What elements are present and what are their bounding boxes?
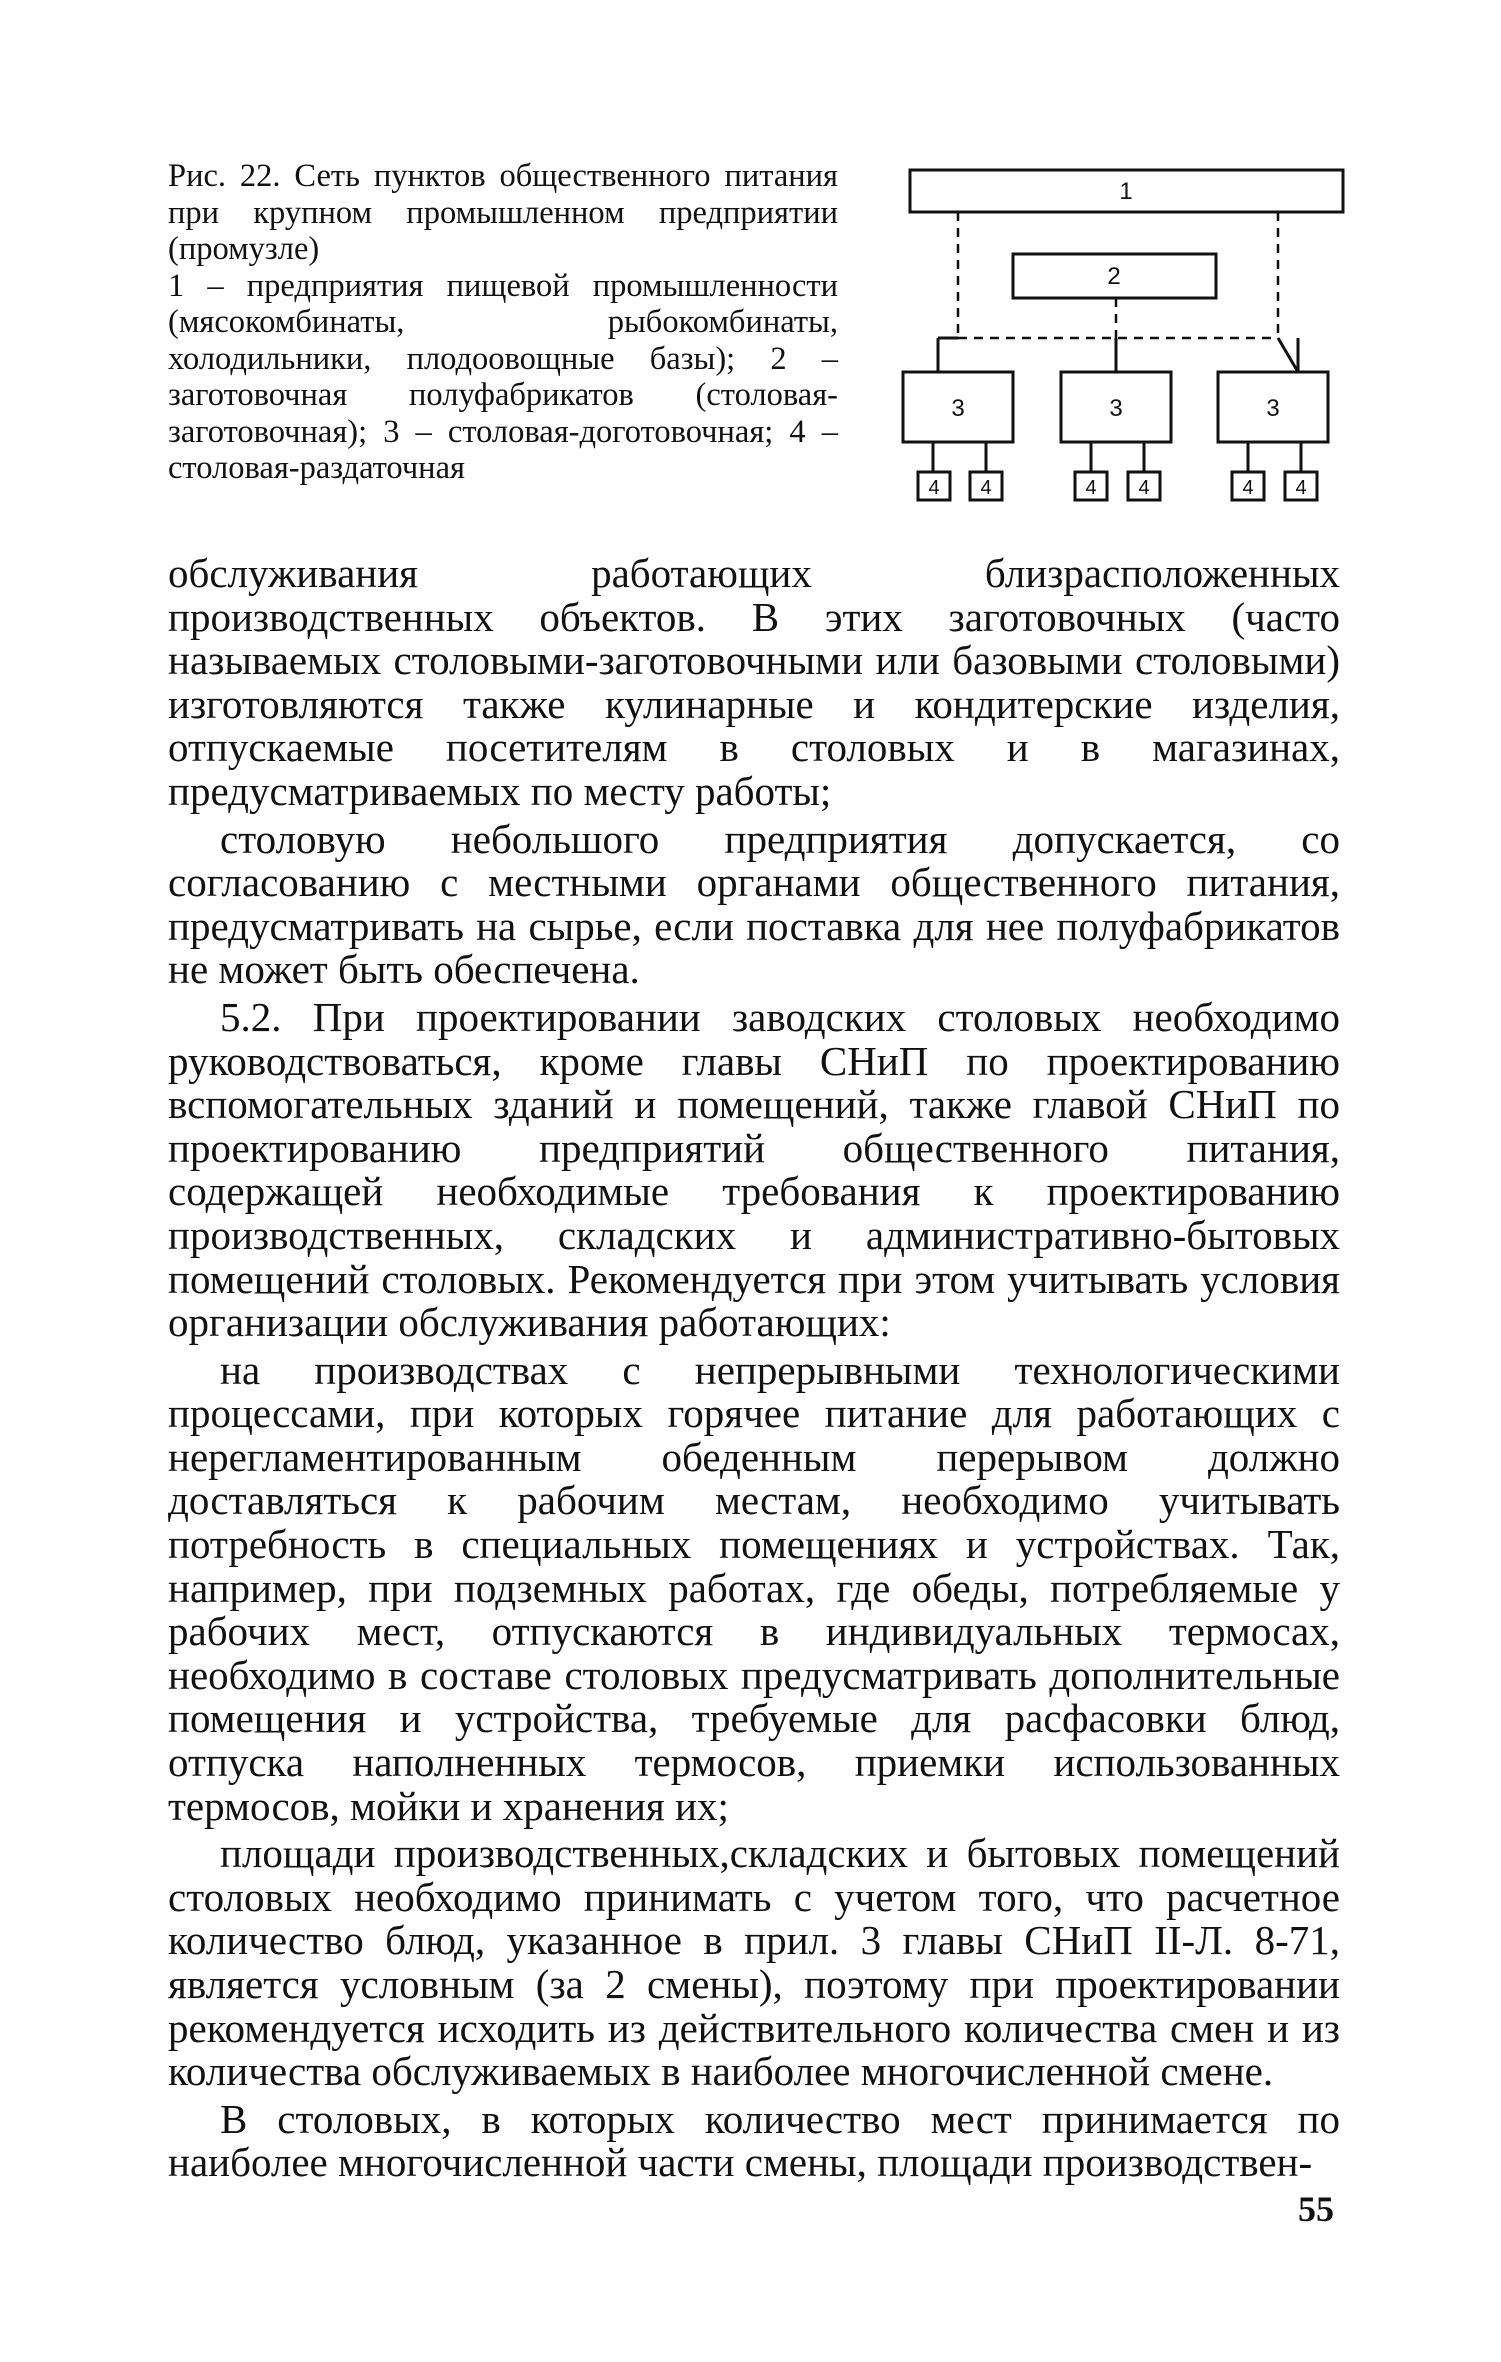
diagram-label-3b: 3 [1109,395,1123,422]
paragraph: В столовых, в которых количество мест принимается по наиболее многочисленной части смены, площади производствен- [168,2095,1340,2186]
paragraph: площади производственных,складских и бытовых помещений столовых необходимо принимать с учетом того, что расчетное количество блюд, указанное в прил. 3 главы СНиП II-Л. 8-71, является условным (за 2 смены), поэтому при проектировании рекомендуется исходить из действительного количества смен и из количества обслуживаемых в наиболее многочисленной смене. [168,1830,1340,2095]
diagram-label-4b: 4 [980,477,992,499]
diagram-label-2: 2 [1107,263,1121,290]
paragraph: 5.2. При проектировании заводских столовых необходимо руководствоваться, кроме главы СНиП по проектированию вспомогательных зданий и помещений, также главой СНиП по проектированию предприятий общественного питания, содержащей необходимые требования к проектированию производственных, складских и административно-бытовых помещений столовых. Рекомендуется при этом учитывать условия организации обслуживания работающих: [168,993,1340,1346]
figure-caption [168,158,838,487]
diagram-label-3a: 3 [951,395,965,422]
diagram-label-4d: 4 [1138,477,1150,499]
diagram-label-1: 1 [1119,178,1133,205]
diagram-label-4f: 4 [1295,477,1307,499]
diagram-label-4c: 4 [1085,477,1097,499]
network-diagram [888,150,1348,520]
paragraph: на производствах с непрерывными технологическими процессами, при которых горячее питание для работающих с нерегламентированным обеденным перерывом должно доставляться к рабочим местам, необходимо учитывать потребность в специальных помещениях и устройствах. Так, например, при подземных работах, где обеды, потребляемые у рабочих мест, отпускаются в индивидуальных термосах, необходимо в составе столовых предусматривать дополнительные помещения и устройства, требуемые для расфасовки блюд, отпуска наполненных термосов, приемки использованных термосов, мойки и хранения их; [168,1346,1340,1829]
diagram-label-3c: 3 [1266,395,1280,422]
diagram-label-4a: 4 [928,477,940,499]
body-text [168,552,1340,2189]
caption-title: Рис. 22. Сеть пунктов общественного питания при крупном промышленном предприятии (промузле) [168,158,838,267]
page-number: 55 [1298,2189,1334,2229]
paragraph: столовую небольшого предприятия допускается, со согласованию с местными органами общественного питания, предусматривать на сырье, если поставка для нее полуфабрикатов не может быть обеспечена. [168,815,1340,993]
caption-legend: 1 – предприятия пищевой промышленности (мясокомбинаты, рыбокомбинаты, холодильники, плодоовощные базы); 2 – заготовочная полуфабрикатов (столовая-заготовочная); 3 – столовая-доготовочная; 4 – столовая-раздаточная [168,267,838,486]
paragraph: обслуживания работающих близрасположенных производственных объектов. В этих заготовочных (часто называемых столовыми-заготовочными или базовыми столовыми) изготовляются также кулинарные и кондитерские изделия, отпускаемые посетителям в столовых и в магазинах, предусматриваемых по месту работы; [168,550,1340,814]
diagram-label-4e: 4 [1242,477,1254,499]
